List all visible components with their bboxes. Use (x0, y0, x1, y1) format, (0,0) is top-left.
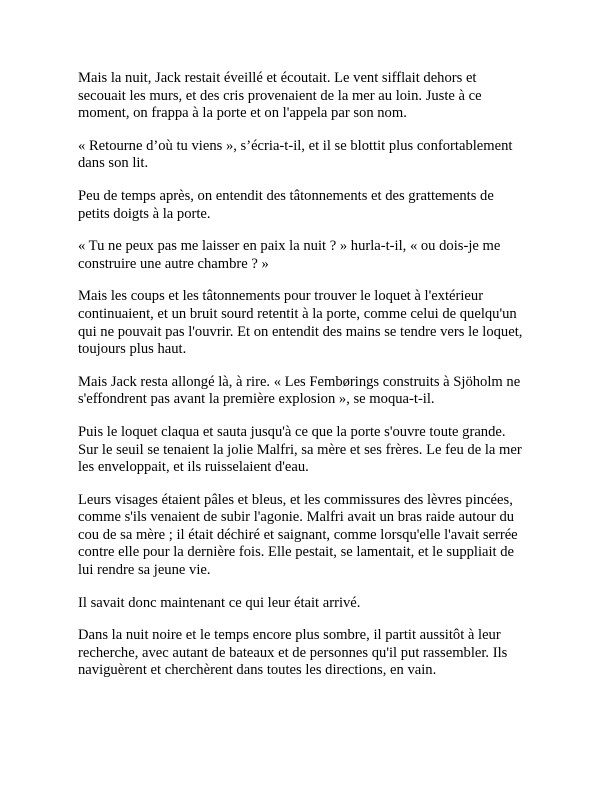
paragraph-6 (78, 374, 540, 409)
text-line: lui rendre sa jeune vie. (78, 562, 211, 579)
text-line: continuaient, et un bruit sourd retentit à la porte, comme celui de quelqu'un (78, 305, 517, 322)
text-line: s'effondrent pas avant la première explosion », se moqua-t-il. (78, 391, 435, 408)
text-line: cou de sa mère ; il était déchiré et saignant, comme lorsqu'elle l'avait serrée (78, 526, 518, 543)
text-line: Peu de temps après, on entendit des tâtonnements et des grattements de (78, 187, 494, 204)
text-line: Puis le loquet claqua et sauta jusqu'à ce que la porte s'ouvre toute grande. (78, 423, 506, 440)
text-line: Leurs visages étaient pâles et bleus, et les commissures des lèvres pincées, (78, 491, 513, 508)
text-line: les enveloppait, et ils ruisselaient d'eau. (78, 459, 309, 476)
paragraph-7 (78, 424, 540, 477)
paragraph-8 (78, 492, 540, 580)
text-line: moment, on frappa à la porte et on l'appela par son nom. (78, 105, 407, 122)
text-line: petits doigts à la porte. (78, 205, 211, 222)
text-line: Mais la nuit, Jack restait éveillé et écoutait. Le vent sifflait dehors et (78, 70, 477, 86)
text-line: contre elle pour la dernière fois. Elle pestait, se lamentait, et le suppliait de (78, 544, 515, 561)
text-line: qui ne pouvait pas l'ouvrir. Et on entendit des mains se tendre vers le loquet, (78, 323, 523, 340)
paragraph-4 (78, 238, 540, 273)
text-line: « Tu ne peux pas me laisser en paix la nuit ? » hurla-t-il, « ou dois-je me (78, 238, 501, 255)
text-line: Dans la nuit noire et le temps encore plus sombre, il partit aussitôt à leur (78, 627, 501, 644)
text-line: recherche, avec autant de bateaux et de personnes qu'il put rassembler. Ils (78, 644, 508, 661)
paragraph-9 (78, 595, 540, 613)
paragraph-10 (78, 627, 540, 680)
text-line: Mais Jack resta allongé là, à rire. « Les Fembørings construits à Sjöholm ne (78, 373, 521, 390)
text-line: Il savait donc maintenant ce qui leur était arrivé. (78, 594, 361, 611)
paragraph-5 (78, 288, 540, 358)
text-line: naviguèrent et cherchèrent dans toutes les directions, en vain. (78, 662, 437, 679)
text-line: construire une autre chambre ? » (78, 255, 269, 272)
document-body (78, 70, 540, 695)
paragraph-3 (78, 188, 540, 223)
paragraph-1 (78, 70, 540, 123)
text-line: toujours plus haut. (78, 341, 187, 358)
text-line: « Retourne d’où tu viens », s’écria-t-il, et il se blottit plus confortablement (78, 137, 513, 154)
text-line: secouait les murs, et des cris provenaient de la mer au loin. Juste à ce (78, 87, 482, 104)
text-line: Mais les coups et les tâtonnements pour trouver le loquet à l'extérieur (78, 288, 484, 305)
text-line: Sur le seuil se tenaient la jolie Malfri, sa mère et ses frères. Le feu de la mer (78, 441, 522, 458)
paragraph-2 (78, 138, 540, 173)
text-line: dans son lit. (78, 155, 149, 172)
text-line: comme s'ils venaient de subir l'agonie. Malfri avait un bras raide autour du (78, 509, 515, 526)
